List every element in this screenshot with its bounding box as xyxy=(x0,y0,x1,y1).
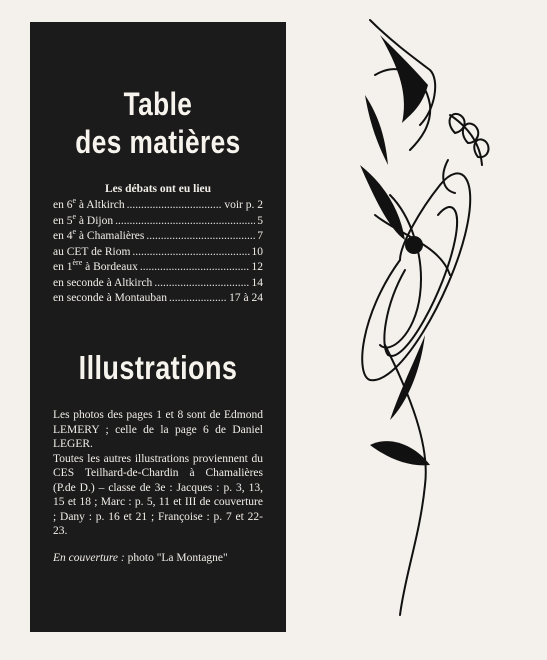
toc-row: en 4e à Chamalières ..... 7 xyxy=(53,229,263,245)
credits-paragraph-2: Toutes les autres illustrations proviennent du CES Teilhard-de-Chardin à Chamalières (P.de D.) – classe de 3e : Jacques : p. 3, 13, 15 et 18 ; Marc : p. 5, 11 et III de couverture ; Dany : p. 16 et 21 ; Françoise : p. 7 et 22-23. xyxy=(53,452,263,537)
cover-text: photo "La Montagne" xyxy=(124,552,228,564)
toc-row: en seconde à Montauban ..... 17 à 24 xyxy=(53,291,263,307)
toc-row: au CET de Riom ..... 10 xyxy=(53,245,263,261)
cover-label: En couverture : xyxy=(53,552,125,564)
contents-panel xyxy=(30,22,286,632)
illustrations-title: Illustrations xyxy=(78,349,238,386)
toc-page: 14 xyxy=(251,276,263,289)
toc-page: 12 xyxy=(251,261,263,273)
toc-page: voir p. 2 xyxy=(224,199,263,211)
toc-page: 10 xyxy=(251,245,263,258)
toc-page: 17 à 24 xyxy=(229,292,263,304)
cover-credit xyxy=(53,552,263,564)
toc-row: en 5e à Dijon ..... 5 xyxy=(53,214,263,230)
toc-row: en 1ère à Bordeaux ..... 12 xyxy=(53,260,263,276)
toc-page: 5 xyxy=(257,214,263,227)
illustrations-credits xyxy=(53,408,263,539)
table-title-line1: Table xyxy=(123,86,193,122)
toc-row: en seconde à Altkirch ..... 14 xyxy=(53,276,263,292)
toc-list xyxy=(53,198,263,307)
credits-paragraph-1: Les photos des pages 1 et 8 sont de Edmond LEMERY ; celle de la page 6 de Daniel LEGER. xyxy=(53,409,263,450)
toc-row: en 6e à Altkirch ..... voir p. 2 xyxy=(53,198,263,214)
toc-page: 7 xyxy=(257,230,263,242)
table-title-line2: des matières xyxy=(75,124,241,160)
calligraphic-ornament-drawing xyxy=(330,15,520,625)
toc-heading: Les débats ont eu lieu xyxy=(104,183,212,195)
